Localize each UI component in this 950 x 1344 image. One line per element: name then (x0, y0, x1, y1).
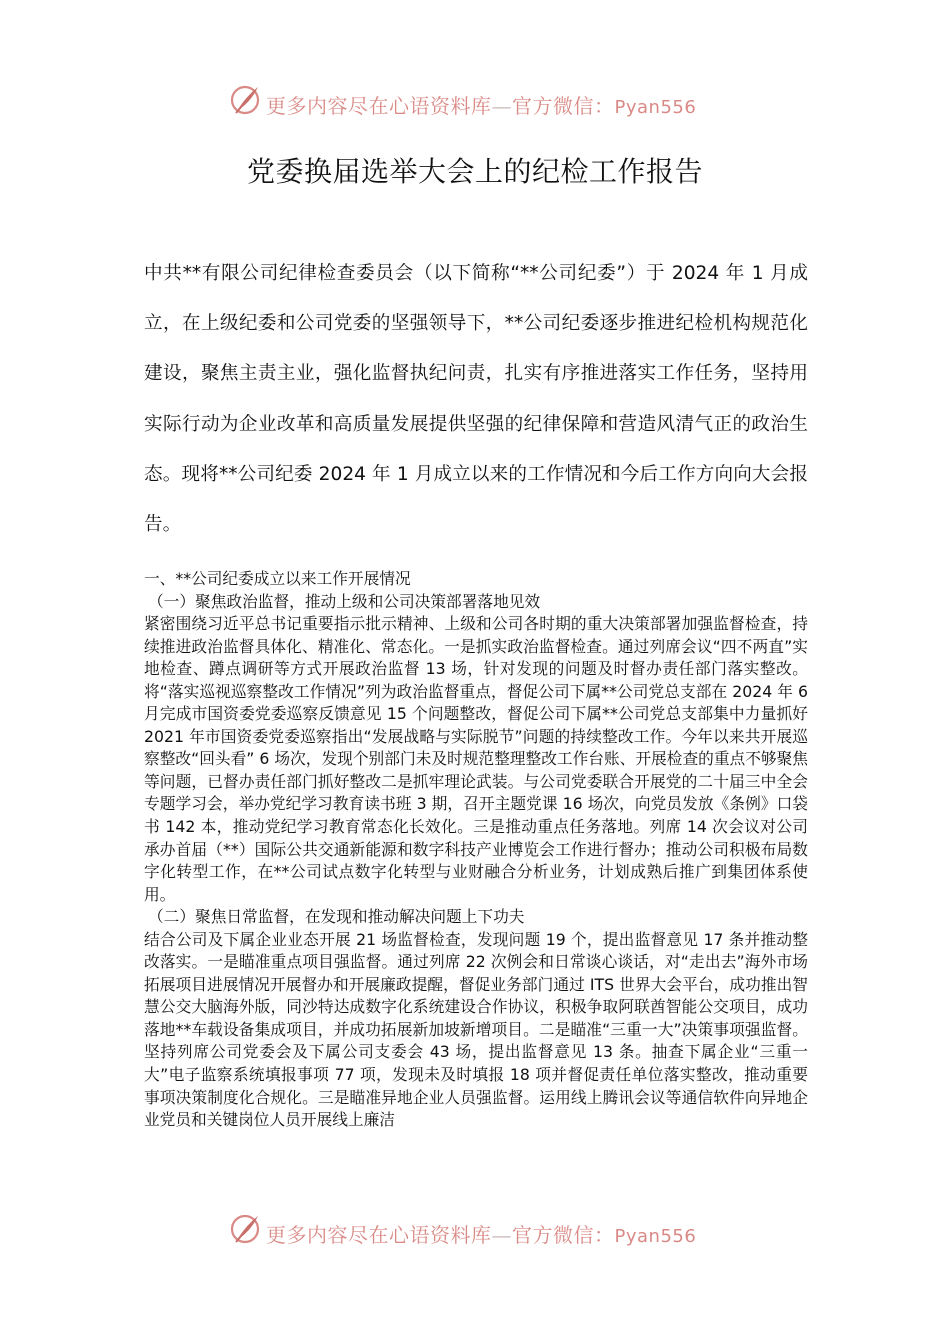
footer-watermark-banner (0, 1210, 950, 1250)
watermark-main: 更多内容尽在心语资料库 (266, 94, 492, 118)
watermark-id: Pyan556 (614, 97, 697, 118)
header-watermark-banner (0, 81, 950, 121)
watermark-dash: — (491, 94, 512, 118)
report-body (144, 568, 808, 1132)
watermark-wechat: 官方微信： (512, 94, 615, 118)
watermark-dash: — (491, 1223, 512, 1247)
watermark-wechat: 官方微信： (512, 1223, 615, 1247)
document-title: 党委换届选举大会上的纪检工作报告 (246, 155, 703, 188)
intro-paragraph: 中共**有限公司纪律检查委员会（以下简称“**公司纪委”）于 2024 年 1 月成立，在上级纪委和公司党委的坚强领导下，**公司纪委逐步推进纪检机构规范化建设，聚焦主责主业，强化监督执纪问责，扎实有序推进落实工作任务，坚持用实际行动为企业改革和高质量发展提供坚强的纪律保障和营造风清气正的政治生态。现将**公司纪委 2024 年 1 月成立以来的工作情况和今后工作方向向大会报告。 (144, 263, 808, 536)
watermark-text (266, 1219, 696, 1248)
subsection-1-heading: （一）聚焦政治监督，推动上级和公司决策部署落地见效 (148, 591, 541, 611)
watermark-text (266, 90, 696, 119)
quill-logo-icon (228, 83, 262, 117)
subsection-2-heading: （二）聚焦日常监督，在发现和推动解决问题上下功夫 (148, 907, 525, 927)
quill-logo-icon (228, 1212, 262, 1246)
subsection-2-paragraph: 结合公司及下属企业业态开展 21 场监督检查，发现问题 19 个，提出监督意见 17 条并推动整改落实。一是瞄准重点项目强监督。通过列席 22 次例会和日常谈心谈话，对“走出去”海外市场拓展项目进展情况开展督办和开展廉政提醒，督促业务部门通过 ITS 世界大会平台，成功推出智慧公交大脑海外版，同沙特达成数字化系统建设合作协议，积极争取阿联酋智能公交项目，成功落地**车载设备集成项目，并成功拓展新加坡新增项目。二是瞄准“三重一大”决策事项强监督。坚持列席公司党委会及下属公司支委会 43 场，提出监督意见 13 条。抽查下属企业“三重一大”电子监察系统填报事项 77 项，发现未及时填报 18 项并督促责任单位落实整改，推动重要事项决策制度化合规化。三是瞄准异地企业人员强监督。运用线上腾讯会议等通信软件向异地企业党员和关键岗位人员开展线上廉洁 (144, 929, 808, 1130)
watermark-id: Pyan556 (614, 1226, 697, 1247)
section-1-heading: 一、**公司纪委成立以来工作开展情况 (144, 569, 411, 588)
watermark-main: 更多内容尽在心语资料库 (266, 1223, 492, 1247)
subsection-1-paragraph: 紧密围绕习近平总书记重要指示批示精神、上级和公司各时期的重大决策部署加强监督检查，持续推进政治监督具体化、精准化、常态化。一是抓实政治监督检查。通过列席会议“四不两直”实地检查、蹲点调研等方式开展政治监督 13 场，针对发现的问题及时督办责任部门落实整改。将“落实巡视巡察整改工作情况”列为政治监督重点，督促公司下属**公司党总支部在 2024 年 6 月完成市国资委党委巡察反馈意见 15 个问题整改，督促公司下属**公司党总支部集中力量抓好 2021 年市国资委党委巡察指出“发展战略与实际脱节”问题的持续整改工作。今年以来共开展巡察整改“回头看” 6 场次，发现个别部门未及时规范整理整改工作台账、开展检查的重点不够聚焦等问题，已督办责任部门抓好整改二是抓牢理论武装。与公司党委联合开展党的二十届三中全会专题学习会，举办党纪学习教育读书班 3 期，召开主题党课 16 场次，向党员发放《条例》口袋书 142 本，推动党纪学习教育常态化长效化。三是推动重点任务落地。列席 14 次会议对公司承办首届（**）国际公共交通新能源和数字科技产业博览会工作进行督办；推动公司积极布局数字化转型工作，在**公司试点数字化转型与业财融合分析业务，计划成熟后推广到集团体系使用。 (144, 614, 808, 904)
